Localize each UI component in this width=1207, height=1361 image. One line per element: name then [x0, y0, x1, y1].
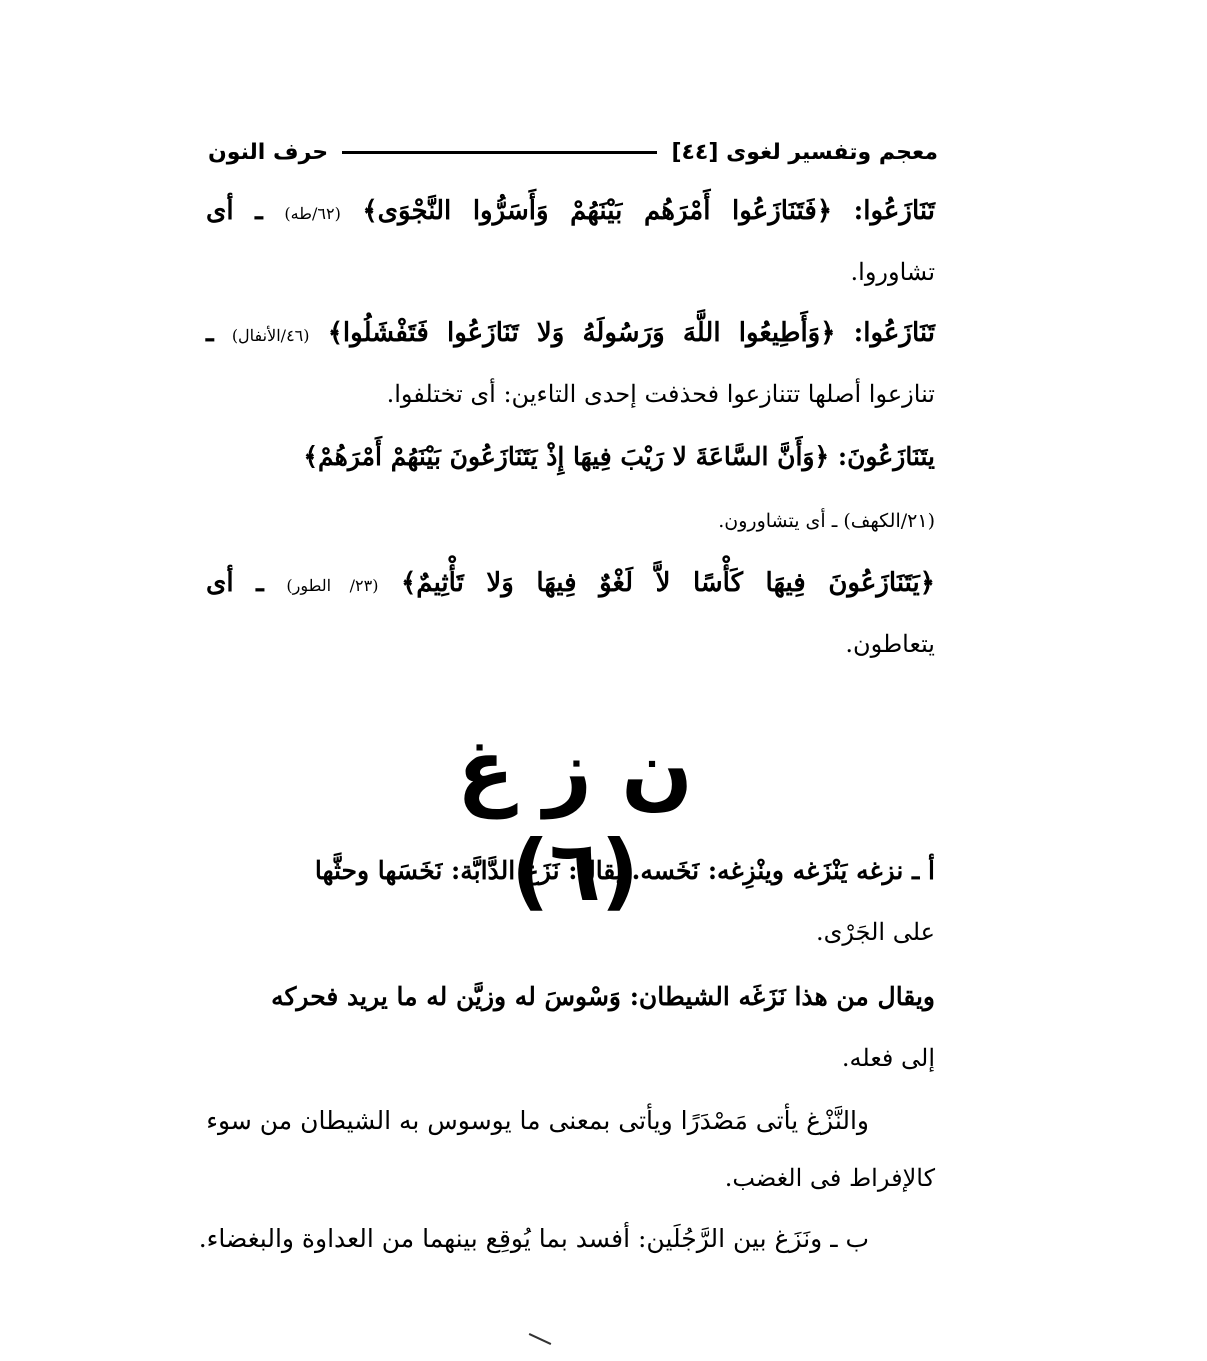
entry-2-ref: (٤٦/الأنفال) — [231, 326, 310, 345]
entry-4-ref: (٢٣/ الطور) — [286, 576, 379, 595]
entry-3-line-1: يتَنَازَعُونَ: ﴿وَأَنَّ السَّاعَةَ لا رَيْبَ فِيهَا إِذْ يَتَنَازَعُونَ بَيْنَهُمْ أَمْرَهُمْ﴾ — [303, 442, 935, 471]
entry-4-line-1 — [206, 568, 935, 599]
entry-2-tail: ـ — [206, 318, 214, 348]
definition-a-line-1: أ ـ نزغه يَنْزَغه وينْزِغه: نَخَسه. يقال: نَزَغ الدَّابَّة: نَخَسَها وحثَّها — [314, 856, 935, 885]
running-header — [208, 132, 938, 172]
entry-4-line-2: يتعاطون. — [845, 630, 935, 658]
header-page-ref: [٤٤] معجم وتفسير لغوى — [671, 139, 938, 165]
header-section: حرف النون — [208, 139, 329, 165]
definition-d-line-1: ب ـ ونَزَغ بين الرَّجُلَين: أفسد بما يُوقِع بينهما من العداوة والبغضاء. — [198, 1224, 869, 1253]
entry-2-verse: تَنَازَعُوا: ﴿وَأَطِيعُوا اللَّهَ وَرَسُولَهُ وَلا تَنَازَعُوا فَتَفْشَلُوا﴾ — [327, 318, 935, 348]
definition-b-line-1: ويقال من هذا نَزَغَه الشيطان: وَسْوسَ له وزيَّن له ما يريد فحركه — [271, 982, 935, 1011]
definition-c-line-1: والنَّزْغ يأتى مَصْدَرًا ويأتى بمعنى ما يوسوس به الشيطان من سوء — [206, 1106, 869, 1135]
root-heading: ن ز غ (٦) — [457, 721, 693, 920]
entry-1-line-1 — [206, 196, 935, 227]
entry-1-tail: ـ أى — [206, 196, 263, 226]
entry-1-verse: تَنَازَعُوا: ﴿فَتَنَازَعُوا أَمْرَهُم بَيْنَهُمْ وَأَسَرُّوا النَّجْوَى﴾ — [362, 196, 935, 226]
definition-b-line-2: إلى فعله. — [841, 1044, 935, 1072]
definition-a-line-2: على الجَرْى. — [815, 918, 935, 946]
entry-3-line-2: (٢١/الكهف) ـ أى يتشاورون. — [718, 510, 935, 532]
entry-4-verse: ﴿يَتَنَازَعُونَ فِيهَا كَأْسًا لاَّ لَغْوٌ فِيهَا وَلا تَأْثِيمٌ﴾ — [401, 568, 935, 598]
definition-c-line-2: كالإفراط فى الغضب. — [724, 1164, 935, 1192]
entry-4-tail: ـ أى — [206, 568, 264, 598]
entry-1-ref: (٦٢/طه) — [284, 204, 341, 223]
entry-1-line-2: تشاوروا. — [850, 258, 935, 286]
header-rule — [342, 151, 657, 154]
entry-2-line-2: تنازعوا أصلها تتنازعوا فحذفت إحدى التاءين: أى تختلفوا. — [386, 380, 935, 408]
scan-mark — [529, 1333, 552, 1345]
entry-2-line-1 — [206, 318, 935, 349]
